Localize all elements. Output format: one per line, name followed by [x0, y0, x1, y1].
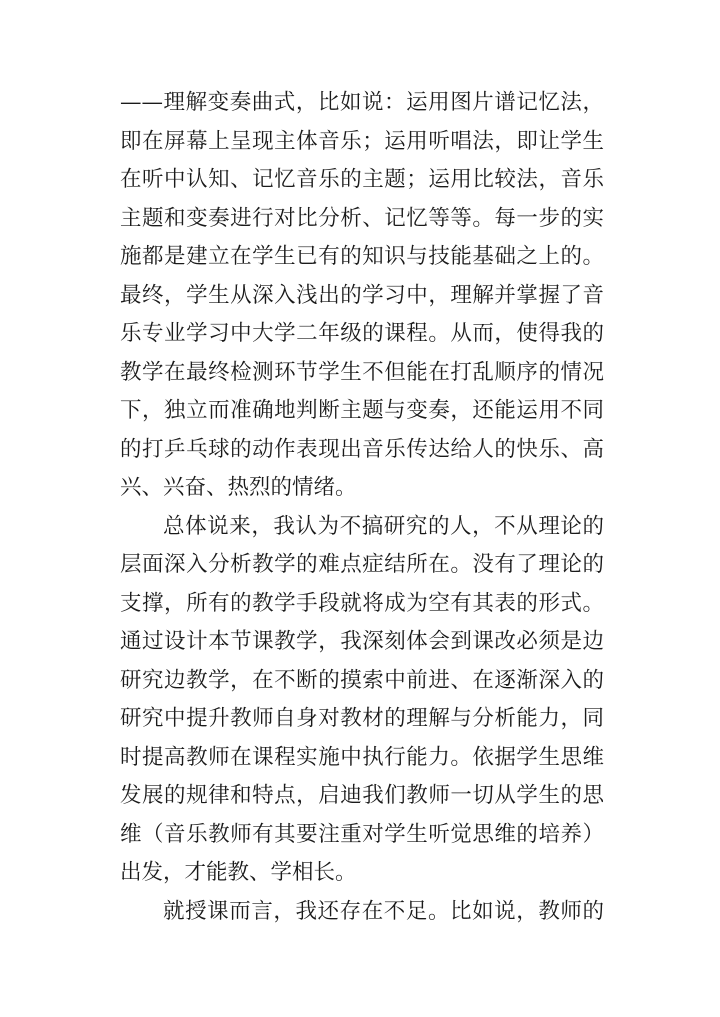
document-page: [120, 84, 604, 931]
text-line: 的打乒乓球的动作表现出音乐传达给人的快乐、高: [120, 436, 604, 462]
text-line: 乐专业学习中大学二年级的课程。从而，使得我的: [120, 321, 604, 346]
text-line: 总体说来，我认为不搞研究的人，不从理论的: [163, 513, 604, 539]
text-line: 时提高教师在课程实施中执行能力。依据学生思维: [120, 744, 604, 770]
text-line: 发展的规律和特点，启迪我们教师一切从学生的思: [120, 783, 604, 808]
paragraph-1: [120, 84, 604, 508]
text-line: 研究边教学，在不断的摸索中前进、在逐渐深入的: [120, 667, 604, 693]
text-line: 层面深入分析教学的难点症结所在。没有了理论的: [120, 552, 604, 577]
text-line: 主题和变奏进行对比分析、记忆等等。每一步的实: [120, 205, 604, 231]
text-line: 通过设计本节课教学，我深刻体会到课改必须是边: [120, 629, 604, 654]
text-line: 教学在最终检测环节学生不但能在打乱顺序的情况: [120, 359, 604, 385]
text-line: 在听中认知、记忆音乐的主题；运用比较法，音乐: [120, 167, 604, 192]
text-line: 施都是建立在学生已有的知识与技能基础之上的。: [120, 244, 604, 269]
text-line: 支撑，所有的教学手段就将成为空有其表的形式。: [120, 590, 604, 616]
text-line: 最终，学生从深入浅出的学习中，理解并掌握了音: [120, 282, 604, 308]
paragraph-2: [120, 508, 604, 893]
text-line: ——理解变奏曲式，比如说：运用图片谱记忆法，: [120, 90, 604, 115]
text-line: 就授课而言，我还存在不足。比如说，教师的: [163, 898, 604, 924]
text-line: 研究中提升教师自身对教材的理解与分析能力，同: [120, 706, 604, 731]
text-line: 维（音乐教师有其要注重对学生听觉思维的培养）: [120, 821, 604, 847]
text-line: 兴、兴奋、热烈的情绪。: [120, 475, 357, 500]
text-line: 下，独立而准确地判断主题与变奏，还能运用不同: [120, 398, 604, 423]
text-line: 即在屏幕上呈现主体音乐；运用听唱法，即让学生: [120, 128, 604, 154]
paragraph-3: [120, 893, 604, 932]
text-line: 出发，才能教、学相长。: [120, 860, 357, 885]
